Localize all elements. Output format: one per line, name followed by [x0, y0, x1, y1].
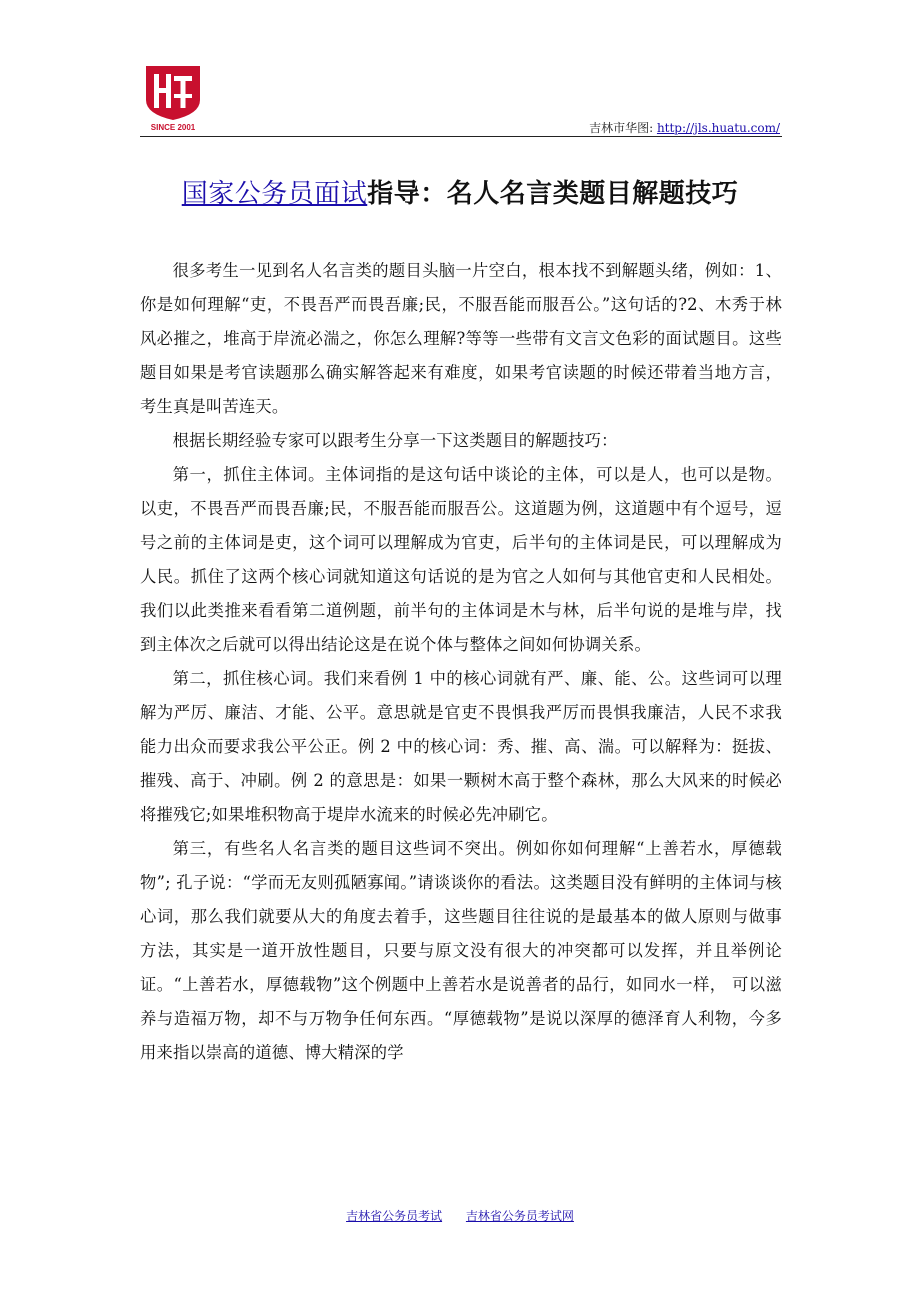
- footer-link-exam-site[interactable]: 吉林省公务员考试网: [465, 1209, 574, 1223]
- site-url-link[interactable]: http://jls.huatu.com/: [656, 121, 780, 135]
- page-footer: [0, 1207, 920, 1224]
- footer-link-exam[interactable]: 吉林省公务员考试: [346, 1209, 443, 1223]
- article-body: [140, 254, 782, 1070]
- page-title: [0, 174, 920, 214]
- huatu-logo: [142, 64, 204, 132]
- site-label: 吉林市华图:: [589, 121, 654, 135]
- huatu-logo-icon: [142, 64, 204, 132]
- logo-since-text: SINCE 2001: [150, 123, 196, 132]
- paragraph-first-tip: 第一，抓住主体词。主体词指的是这句话中谈论的主体，可以是人，也可以是物。以吏，不畏吾严而畏吾廉;民，不服吾能而服吾公。这道题为例，这道题中有个逗号，逗号之前的主体词是吏，这个词可以理解成为官吏，后半句的主体词是民，可以理解成为人民。抓住了这两个核心词就知道这句话说的是为官之人如何与其他官吏和人民相处。我们以此类推来看看第二道例题，前半句的主体词是木与林，后半句说的是堆与岸，找到主体次之后就可以得出结论这是在说个体与整体之间如何协调关系。: [140, 465, 782, 654]
- paragraph-third-tip: 第三，有些名人名言类的题目这些词不突出。例如你如何理解“上善若水，厚德载物”; 孔子说：“学而无友则孤陋寡闻。”请谈谈你的看法。这类题目没有鲜明的主体词与核心词，那么我们就要从大的角度去着手，这些题目往往说的是最基本的做人原则与做事方法，其实是一道开放性题目，只要与原文没有很大的冲突都可以发挥，并且举例论证。“上善若水，厚德载物”这个例题中上善若水是说善者的品行，如同水一样， 可以滋养与造福万物，却不与万物争任何东西。“厚德载物”是说以深厚的德泽育人利物，今多用来指以崇高的道德、博大精深的学: [140, 839, 782, 1062]
- paragraph-second-tip: 第二，抓住核心词。我们来看例 1 中的核心词就有严、廉、能、公。这些词可以理解为严厉、廉洁、才能、公平。意思就是官吏不畏惧我严厉而畏惧我廉洁，人民不求我能力出众而要求我公平公正。例 2 中的核心词：秀、摧、高、湍。可以解释为：挺拔、摧残、高于、冲刷。例 2 的意思是：如果一颗树木高于整个森林，那么大风来的时候必将摧残它;如果堆积物高于堤岸水流来的时候必先冲刷它。: [140, 669, 782, 824]
- title-link[interactable]: 国家公务员面试: [181, 179, 368, 209]
- header-divider: [140, 136, 782, 137]
- paragraph-intro: 很多考生一见到名人名言类的题目头脑一片空白，根本找不到解题头绪，例如：1、你是如何理解“吏，不畏吾严而畏吾廉;民，不服吾能而服吾公。”这句话的?2、木秀于林风必摧之，堆高于岸流必湍之，你怎么理解?等等一些带有文言文色彩的面试题目。这些题目如果是考官读题那么确实解答起来有难度，如果考官读题的时候还带着当地方言，考生真是叫苦连天。: [140, 261, 782, 416]
- header-site-info: [589, 119, 780, 136]
- paragraph-lead: 根据长期经验专家可以跟考生分享一下这类题目的解题技巧：: [172, 431, 618, 450]
- title-rest: 指导：名人名言类题目解题技巧: [367, 179, 739, 209]
